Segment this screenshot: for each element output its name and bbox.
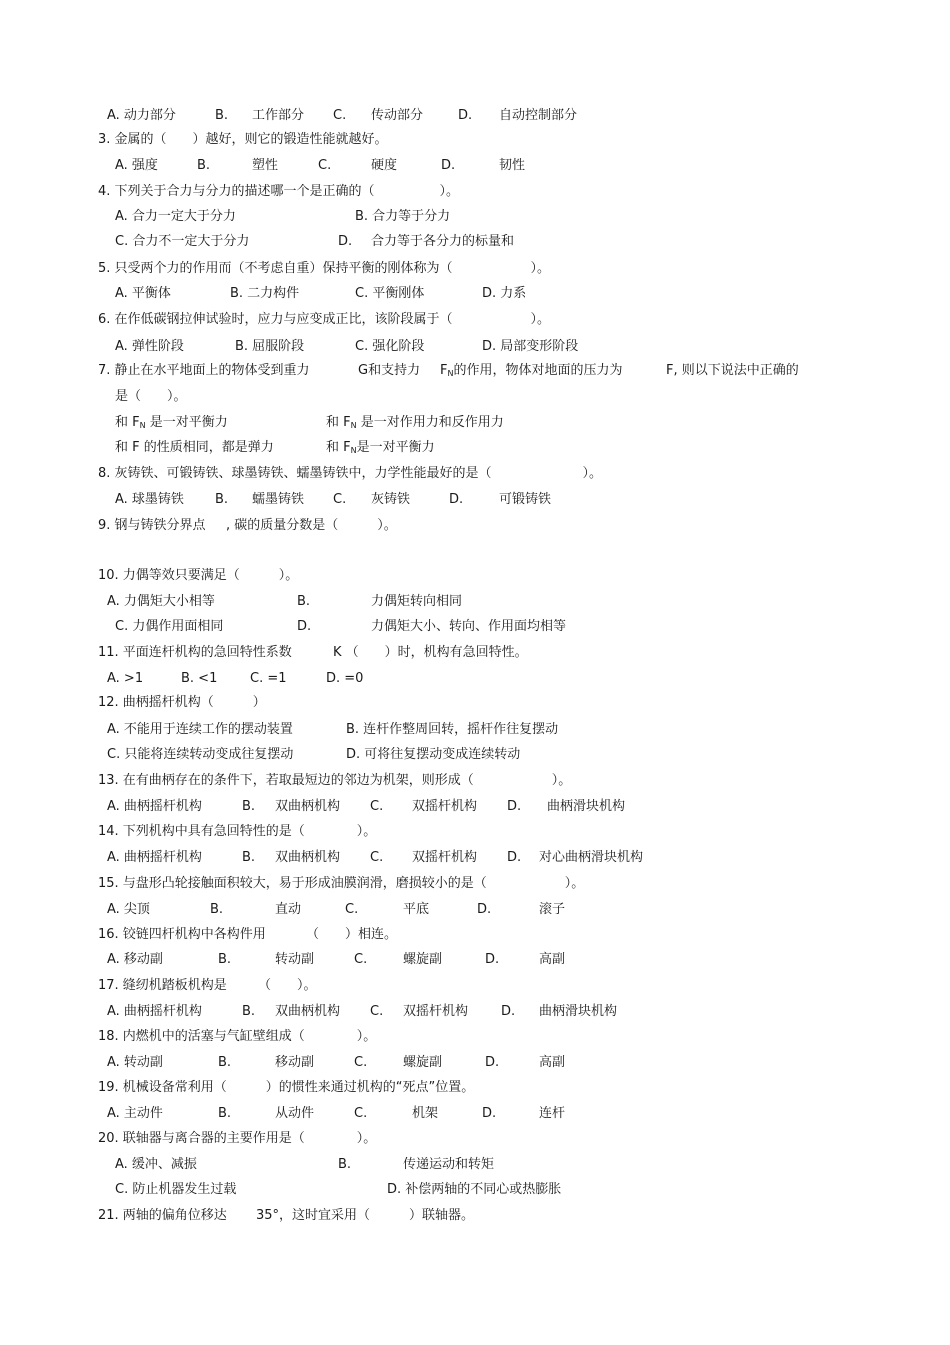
q2-option-b: 工作部分 [252, 108, 305, 123]
q15-option-a: A. 尖顶 [107, 902, 150, 917]
q19-option-d: 连杆 [539, 1106, 566, 1121]
q9-stem-part-2: , 碳的质量分数是（ ）。 [226, 518, 397, 533]
q5-option-c: C. 平衡刚体 [355, 286, 425, 301]
q8-option-a: A. 球墨铸铁 [115, 492, 184, 507]
q17-option-c-label: C. [370, 1004, 384, 1019]
q5-option-d: D. 力系 [482, 286, 527, 301]
q14-stem: 14. 下列机构中具有急回特性的是（ ）。 [98, 824, 377, 839]
q16-option-d-label: D. [485, 952, 500, 967]
q14-option-c: 双摇杆机构 [412, 850, 478, 865]
q20-option-b-label: B. [338, 1157, 352, 1172]
q11-stem-part-2: K （ ）时，机构有急回特性。 [333, 645, 528, 660]
q10-option-b: 力偶矩转向相同 [371, 594, 463, 609]
q13-option-c: 双摇杆机构 [412, 799, 478, 814]
q4-option-c: C. 合力不一定大于分力 [115, 234, 250, 249]
q21-stem-part-2: 35°，这时宜采用（ ）联轴器。 [256, 1208, 475, 1223]
q2-option-c: 传动部分 [371, 108, 424, 123]
q13-option-b: 双曲柄机构 [275, 799, 341, 814]
q11-stem-part-1: 11. 平面连杆机构的急回特性系数 [98, 645, 292, 660]
q10-option-a: A. 力偶矩大小相等 [107, 594, 215, 609]
q17-option-d-label: D. [501, 1004, 516, 1019]
q6-option-b: B. 屈服阶段 [235, 339, 305, 354]
q16-stem-part-1: 16. 铰链四杆机构中各构件用 [98, 927, 266, 942]
q10-option-b-label: B. [297, 594, 311, 609]
q7-stem-part-3: $F_N$的作用，物体对地面的压力为 [440, 363, 623, 378]
q16-option-c-label: C. [354, 952, 368, 967]
q6-stem: 6. 在作低碳钢拉伸试验时，应力与应变成正比，该阶段属于（ ）。 [98, 312, 551, 327]
q6-option-d: D. 局部变形阶段 [482, 339, 579, 354]
q3-stem: 3. 金属的（ ）越好，则它的锻造性能就越好。 [98, 132, 388, 147]
q2-option-d-label: D. [458, 108, 473, 123]
q13-option-b-label: B. [242, 799, 256, 814]
q17-option-b-label: B. [242, 1004, 256, 1019]
q16-option-b: 转动副 [275, 952, 315, 967]
q13-option-c-label: C. [370, 799, 384, 814]
q8-option-c-label: C. [333, 492, 347, 507]
q8-option-d-label: D. [449, 492, 464, 507]
q16-option-b-label: B. [218, 952, 232, 967]
q13-stem: 13. 在有曲柄存在的条件下，若取最短边的邻边为机架，则形成（ ）。 [98, 773, 572, 788]
q7-stem-part-1: 7. 静止在水平地面上的物体受到重力 [98, 363, 310, 378]
q2-option-d: 自动控制部分 [499, 108, 578, 123]
q3-option-b-label: B. [197, 158, 211, 173]
q15-option-c-label: C. [345, 902, 359, 917]
q13-option-d: 曲柄滑块机构 [547, 799, 626, 814]
q18-option-d-label: D. [485, 1055, 500, 1070]
q15-stem: 15. 与盘形凸轮接触面积较大，易于形成油膜润滑，磨损较小的是（ ）。 [98, 876, 585, 891]
q19-option-b-label: B. [218, 1106, 232, 1121]
q6-option-c: C. 强化阶段 [355, 339, 425, 354]
q4-stem: 4. 下列关于合力与分力的描述哪一个是正确的（ ）。 [98, 184, 460, 199]
q8-option-d: 可锻铸铁 [499, 492, 552, 507]
q18-option-b-label: B. [218, 1055, 232, 1070]
q4-option-d-label: D. [338, 234, 353, 249]
q15-option-d-label: D. [477, 902, 492, 917]
q20-option-b: 传递运动和转矩 [403, 1157, 495, 1172]
q15-option-c: 平底 [403, 902, 430, 917]
q20-option-d: D. 补偿两轴的不同心或热膨胀 [387, 1182, 562, 1197]
q3-option-b: 塑性 [252, 158, 279, 173]
q7-stem-part-2: G和支持力 [358, 363, 421, 378]
q8-stem: 8. 灰铸铁、可锻铸铁、球墨铸铁、蠕墨铸铁中，力学性能最好的是（ ）。 [98, 466, 603, 481]
q21-stem-part-1: 21. 两轴的偏角位移达 [98, 1208, 227, 1223]
q14-option-b: 双曲柄机构 [275, 850, 341, 865]
q3-option-c-label: C. [318, 158, 332, 173]
q19-option-c-label: C. [354, 1106, 368, 1121]
q18-option-a: A. 转动副 [107, 1055, 163, 1070]
q16-stem-part-2: （ ）相连。 [306, 927, 398, 942]
q7-option-3: 和 F 的性质相同，都是弹力 [115, 440, 274, 455]
q2-option-c-label: C. [333, 108, 347, 123]
q14-option-a: A. 曲柄摇杆机构 [107, 850, 202, 865]
q7-stem-continued: 是（ ）。 [115, 389, 187, 404]
q3-option-c: 硬度 [371, 158, 398, 173]
q15-option-d: 滚子 [539, 902, 566, 917]
q12-option-c: C. 只能将连续转动变成往复摆动 [107, 747, 294, 762]
q18-option-c: 螺旋副 [403, 1055, 443, 1070]
q17-option-b: 双曲柄机构 [275, 1004, 341, 1019]
q18-stem: 18. 内燃机中的活塞与气缸壁组成（ ）。 [98, 1029, 377, 1044]
q12-option-b: B. 连杆作整周回转，摇杆作往复摆动 [346, 722, 559, 737]
q18-option-c-label: C. [354, 1055, 368, 1070]
q19-option-d-label: D. [482, 1106, 497, 1121]
q4-option-a: A. 合力一定大于分力 [115, 209, 236, 224]
q12-option-d: D. 可将往复摆动变成连续转动 [346, 747, 521, 762]
q3-option-d-label: D. [441, 158, 456, 173]
q19-option-c: 机架 [412, 1106, 439, 1121]
q7-option-1: 和 $F_N$ 是一对平衡力 [115, 415, 228, 430]
q10-option-c: C. 力偶作用面相同 [115, 619, 224, 634]
q11-option-a: A. >1 [107, 671, 144, 686]
q19-stem: 19. 机械设备常利用（ ）的惯性来通过机构的“死点”位置。 [98, 1080, 475, 1095]
q7-option-2: 和 $F_N$ 是一对作用力和反作用力 [326, 415, 504, 430]
q5-option-b: B. 二力构件 [230, 286, 300, 301]
q4-option-b: B. 合力等于分力 [355, 209, 451, 224]
q5-stem: 5. 只受两个力的作用而（不考虑自重）保持平衡的刚体称为（ ）。 [98, 261, 551, 276]
q20-stem: 20. 联轴器与离合器的主要作用是（ ）。 [98, 1131, 377, 1146]
q8-option-b: 蠕墨铸铁 [252, 492, 305, 507]
q13-option-a: A. 曲柄摇杆机构 [107, 799, 202, 814]
q17-option-c: 双摇杆机构 [403, 1004, 469, 1019]
q14-option-b-label: B. [242, 850, 256, 865]
q10-option-d-label: D. [297, 619, 312, 634]
q19-option-b: 从动件 [275, 1106, 315, 1121]
q20-option-a: A. 缓冲、减振 [115, 1157, 197, 1172]
q17-option-d: 曲柄滑块机构 [539, 1004, 618, 1019]
q5-option-a: A. 平衡体 [115, 286, 171, 301]
q16-option-d: 高副 [539, 952, 566, 967]
q14-option-d: 对心曲柄滑块机构 [539, 850, 644, 865]
q17-stem-part-1: 17. 缝纫机踏板机构是 [98, 978, 227, 993]
q19-option-a: A. 主动件 [107, 1106, 163, 1121]
q12-option-a: A. 不能用于连续工作的摆动装置 [107, 722, 293, 737]
q11-option-b: B. <1 [181, 671, 218, 686]
q17-stem-part-2: （ ）。 [258, 978, 317, 993]
q18-option-d: 高副 [539, 1055, 566, 1070]
q11-option-c: C. =1 [250, 671, 287, 686]
q15-option-b-label: B. [210, 902, 224, 917]
q4-option-d: 合力等于各分力的标量和 [371, 234, 515, 249]
q14-option-d-label: D. [507, 850, 522, 865]
q10-option-d: 力偶矩大小、转向、作用面均相等 [371, 619, 567, 634]
q12-stem: 12. 曲柄摇杆机构（ ） [98, 695, 266, 710]
q7-stem-part-4: F, 则以下说法中正确的 [666, 363, 799, 378]
q16-option-c: 螺旋副 [403, 952, 443, 967]
q17-option-a: A. 曲柄摇杆机构 [107, 1004, 202, 1019]
q7-option-4: 和 $F_N$是一对平衡力 [326, 440, 435, 455]
q14-option-c-label: C. [370, 850, 384, 865]
q8-option-c: 灰铸铁 [371, 492, 411, 507]
q18-option-b: 移动副 [275, 1055, 315, 1070]
q16-option-a: A. 移动副 [107, 952, 163, 967]
q10-stem: 10. 力偶等效只要满足（ ）。 [98, 568, 299, 583]
q11-option-d: D. =0 [326, 671, 364, 686]
q6-option-a: A. 弹性阶段 [115, 339, 184, 354]
q9-stem-part-1: 9. 钢与铸铁分界点 [98, 518, 206, 533]
q15-option-b: 直动 [275, 902, 302, 917]
q13-option-d-label: D. [507, 799, 522, 814]
q3-option-a: A. 强度 [115, 158, 158, 173]
q3-option-d: 韧性 [499, 158, 526, 173]
q2-option-b-label: B. [215, 108, 229, 123]
q20-option-c: C. 防止机器发生过载 [115, 1182, 237, 1197]
q2-option-a: A. 动力部分 [107, 108, 176, 123]
q8-option-b-label: B. [215, 492, 229, 507]
